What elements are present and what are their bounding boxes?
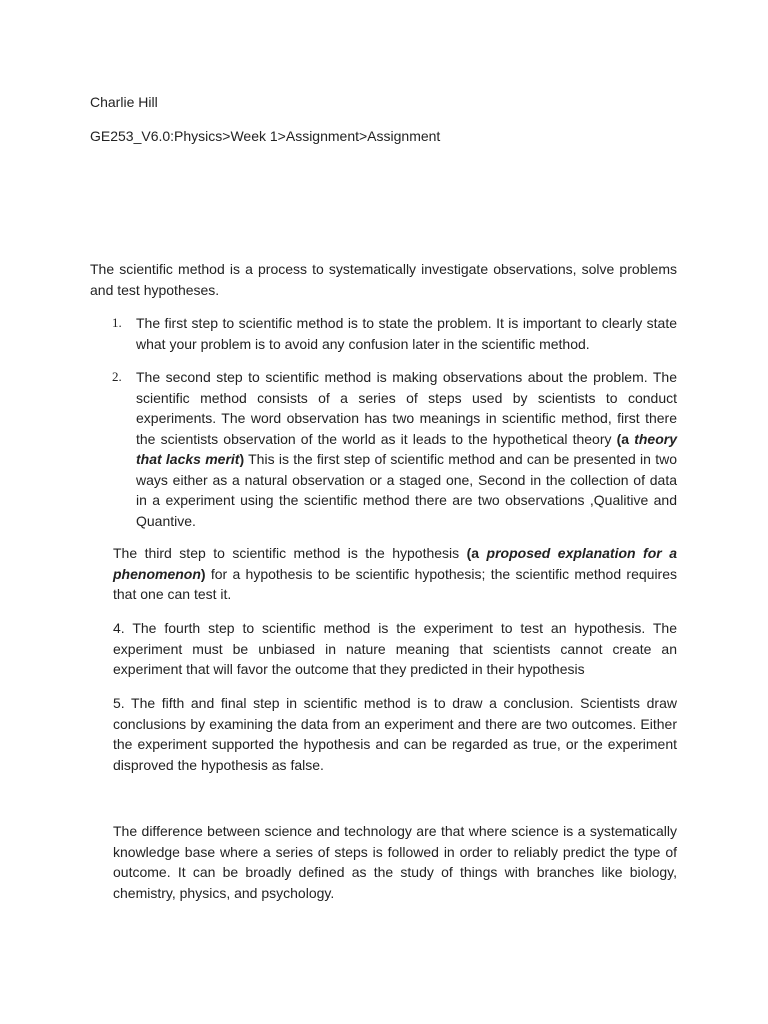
step3-paragraph: The third step to scientific method is the hypothesis (a proposed explanation for a phenomenon) for a hypothesis to be scientific hypothesis; the scientific method requires that one can test it. — [113, 545, 677, 602]
step4-paragraph: 4. The fourth step to scientific method is the experiment to test an hypothesis. The experiment must be unbiased in nature meaning that scientists cannot create an experiment that will favor the outcome that they predicted in their hypothesis — [113, 620, 677, 677]
step2-definition: (a theory that lacks merit) — [136, 430, 677, 467]
author-name: Charlie Hill — [90, 94, 158, 110]
list-item-text: The first step to scientific method is to state the problem. It is important to clearly state what your problem is to avoid any confusion later in the scientific method. — [136, 315, 677, 352]
step5-paragraph: 5. The fifth and final step in scientific method is to draw a conclusion. Scientists draw conclusions by examining the data from an experiment and there are two outcomes. Either the experiment supported the hypothesis and can be regarded as true, or the experiment disproved the hypothesis as false. — [113, 695, 677, 773]
science-vs-technology-paragraph: The difference between science and technology are that where science is a systematically knowledge base where a series of steps is followed in order to reliably predict the type of outcome. It can be broadly defined as the study of things with branches like biology, chemistry, physics, and psychology. — [113, 823, 677, 901]
list-item — [112, 367, 677, 531]
steps-list — [112, 313, 677, 544]
step3-definition: (a proposed explanation for a phenomenon) — [113, 545, 677, 582]
list-item-number: 1. — [112, 315, 122, 330]
list-item-number: 2. — [112, 369, 122, 384]
step2-text-after: This is the first step of scientific method and can be presented in two ways either as a natural observation or a staged one, Second in the collection of data in a experiment using the scientific method there are two observations ,Qualitive and Quantive. — [136, 451, 677, 529]
step2-text-before: The second step to scientific method is making observations about the problem. The scientific method consists of a series of steps used by scientists to conduct experiments. The word observation has two meanings in scientific method, first there the scientists observation of the world as it leads to the hypothetical theory — [136, 369, 677, 447]
course-breadcrumb: GE253_V6.0:Physics>Week 1>Assignment>Assignment — [90, 128, 441, 144]
list-item-text — [136, 369, 677, 529]
list-item — [112, 313, 677, 354]
intro-paragraph: The scientific method is a process to systematically investigate observations, solve problems and test hypotheses. — [90, 261, 677, 298]
